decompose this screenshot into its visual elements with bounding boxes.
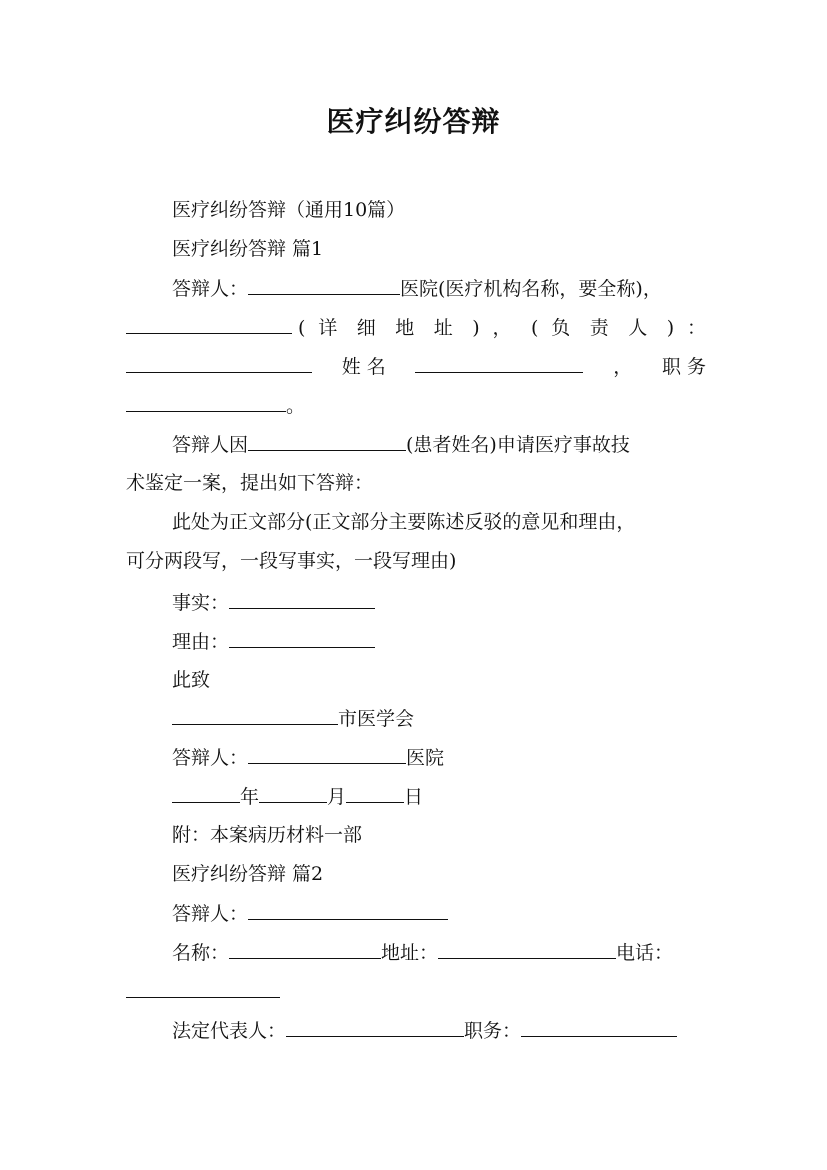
reasons-blank — [229, 629, 375, 648]
document-subtitle: 医疗纠纷答辩（通用10篇） — [172, 199, 406, 221]
part2-address-blank — [438, 940, 616, 959]
reason-line2: 术鉴定一案，提出如下答辩： — [126, 472, 374, 494]
respondent-blank — [248, 276, 400, 295]
association-line — [172, 706, 706, 731]
name-address-phone-line — [172, 940, 706, 965]
rep-blank — [126, 354, 312, 373]
attachment: 附：本案病历材料一部 — [172, 824, 363, 846]
address-line — [126, 315, 706, 340]
facts-line — [172, 590, 706, 615]
respondent-line — [172, 276, 706, 301]
part2-phone-label: 电话： — [616, 942, 674, 964]
address-blank — [126, 315, 292, 334]
reason-line — [172, 432, 706, 457]
facts-blank — [229, 590, 375, 609]
patient-blank — [248, 432, 406, 451]
part2-name-blank — [229, 940, 381, 959]
hospital-word: 医院 — [406, 747, 445, 769]
respondent-hospital-line — [172, 745, 706, 770]
name-label: 姓 名 — [341, 356, 386, 378]
hospital-blank — [248, 745, 406, 764]
city-blank — [172, 706, 338, 725]
month-blank — [259, 784, 327, 803]
part2-address-label: 地址： — [381, 942, 439, 964]
part1-heading: 医疗纠纷答辩 篇1 — [172, 238, 324, 260]
reasons-label: 理由： — [172, 631, 230, 653]
part2-name-label: 名称： — [172, 942, 230, 964]
reasons-line — [172, 629, 706, 654]
facts-label: 事实： — [172, 592, 230, 614]
comma: ， — [613, 356, 633, 378]
phone-blank-line — [126, 979, 706, 1004]
position-line — [126, 393, 706, 418]
part2-respondent-blank — [248, 901, 448, 920]
name-blank — [415, 354, 583, 373]
part2-legal-rep-blank — [286, 1018, 464, 1037]
body-line1: 此处为正文部分(正文部分主要陈述反驳的意见和理由， — [172, 511, 636, 533]
period: 。 — [286, 395, 306, 417]
part2-legal-rep-label: 法定代表人： — [172, 1020, 287, 1042]
association-suffix: 市医学会 — [338, 708, 415, 730]
part2-respondent-line — [172, 901, 706, 926]
reason-suffix: (患者姓名)申请医疗事故技 — [406, 434, 630, 456]
month-label: 月 — [327, 786, 347, 808]
respondent-hospital-label: 答辩人： — [172, 747, 249, 769]
part2-heading: 医疗纠纷答辩 篇2 — [172, 863, 324, 885]
year-blank — [172, 784, 240, 803]
part2-respondent-label: 答辩人： — [172, 903, 249, 925]
respondent-label: 答辩人： — [172, 278, 249, 300]
name-position-line — [126, 354, 706, 379]
reason-prefix: 答辩人因 — [172, 434, 249, 456]
address-note: ( 详 细 地 址 ) ， ( 负 责 人 ) ： — [298, 317, 706, 339]
hospital-suffix: 医院(医疗机构名称，要全称)， — [400, 278, 662, 300]
day-blank — [346, 784, 404, 803]
part2-phone-blank — [126, 979, 280, 998]
part2-position-label: 职务： — [464, 1020, 522, 1042]
year-label: 年 — [240, 786, 260, 808]
document-title: 医疗纠纷答辩 — [326, 105, 501, 138]
date-line — [172, 784, 706, 809]
position-label: 职 务 — [661, 356, 706, 378]
part2-position-blank — [521, 1018, 677, 1037]
position-blank — [126, 393, 286, 412]
legal-rep-line — [172, 1018, 706, 1043]
body-line2: 可分两段写，一段写事实，一段写理由) — [126, 550, 457, 572]
day-label: 日 — [404, 786, 424, 808]
to-label: 此致 — [172, 669, 211, 691]
